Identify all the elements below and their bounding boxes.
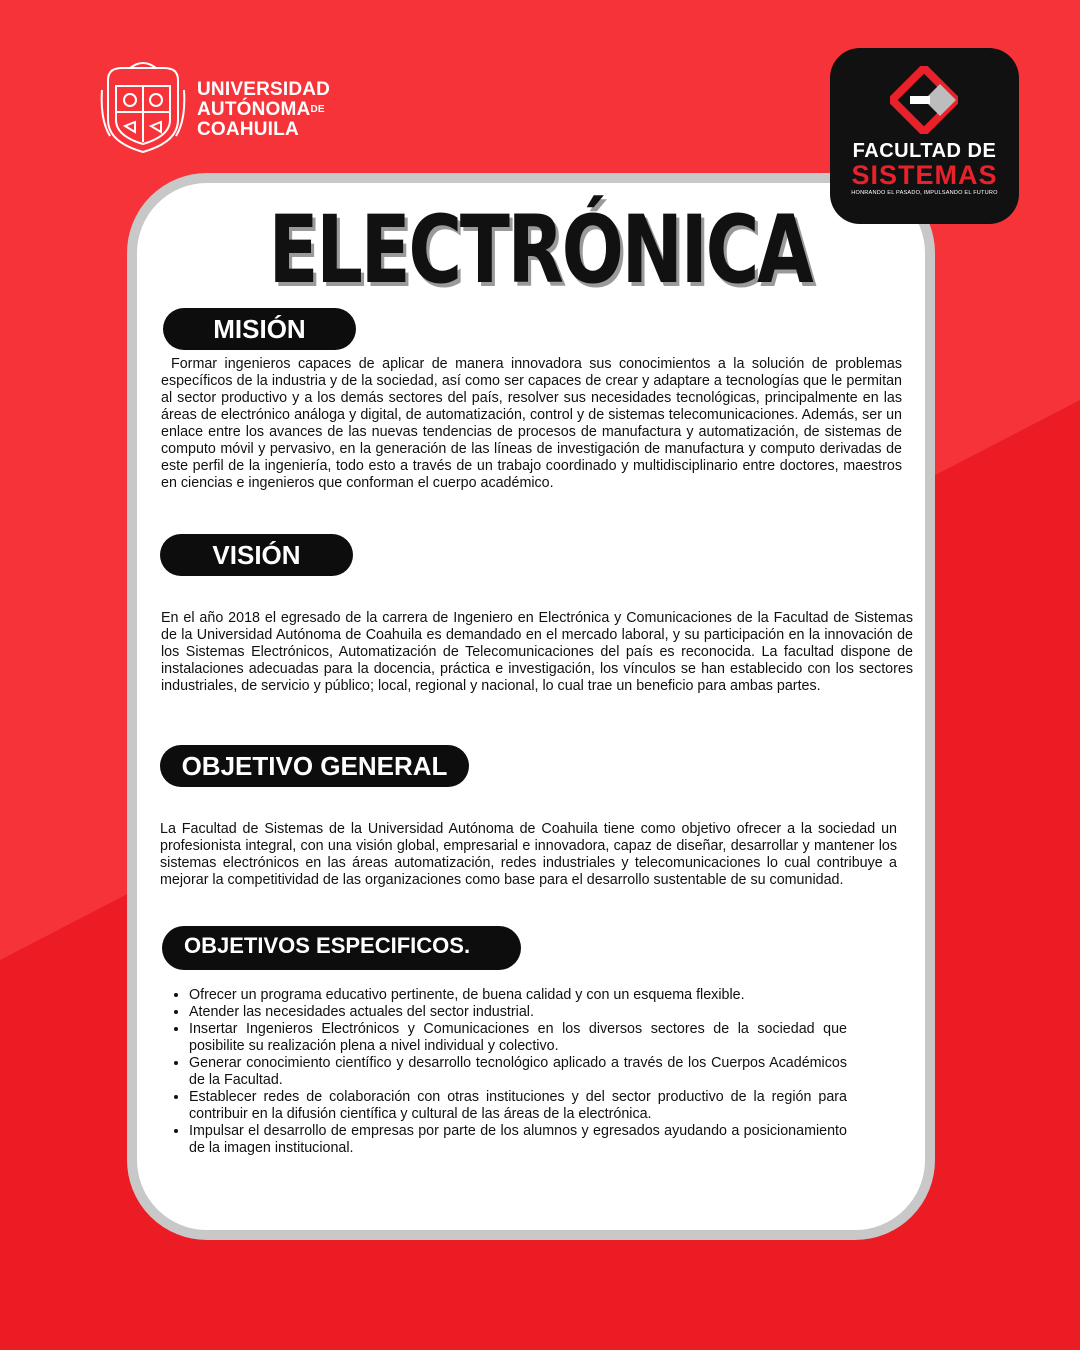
list-item: • Insertar Ingenieros Electrónicos y Comunicaciones en los diversos sectores de la sociedad que posibilite su realización plena a nivel individual y colectivo.: [189, 1021, 847, 1055]
list-item: • Generar conocimiento científico y desarrollo tecnológico aplicado a través de los Cuerpos Académicos de la Facultad.: [189, 1055, 847, 1089]
mision-text: Formar ingenieros capaces de aplicar de manera innovadora sus conocimientos a la solución de problemas específicos de la industria y de la sociedad, así como ser capaces de crear y adaptare a tecnologías que le permitan al sector productivo y a los demás sectores del país, resolver sus necesidades tecnológicas, principalmente en las áreas de electrónico análoga y digital, de automatización, control y de sistemas telecomunicaciones. Además, ser un enlace entre los avances de las nuevas tendencias de procesos de manufactura y automatización, de sistemas de computo móvil y pervasivo, en la generación de las líneas de investigación de manufactura y computo derivadas de este perfil de la ingeniería, todo esto a través de un trabajo coordinado y multidisciplinario entre doctores, maestros en ciencias e ingenieros que conforman el cuerpo académico.: [161, 356, 902, 491]
university-de: DE: [310, 104, 325, 115]
university-name: [197, 80, 330, 140]
university-logo: [100, 60, 350, 160]
list-item: • Atender las necesidades actuales del sector industrial.: [189, 1004, 847, 1021]
list-item: • Ofrecer un programa educativo pertinente, de buena calidad y con un esquema flexible.: [189, 987, 847, 1004]
objetivos-especificos-heading: OBJETIVOS ESPECIFICOS.: [162, 926, 521, 970]
faculty-tagline: HONRANDO EL PASADO, IMPULSANDO EL FUTURO: [851, 190, 998, 196]
faculty-badge: [830, 48, 1019, 224]
objetivo-general-heading: OBJETIVO GENERAL: [160, 745, 469, 787]
list-item: • Impulsar el desarrollo de empresas por parte de los alumnos y egresados ayudando a posicionamiento de la imagen institucional.: [189, 1123, 847, 1157]
faculty-line-1: FACULTAD DE: [852, 140, 997, 162]
mision-heading: MISIÓN: [163, 308, 356, 350]
university-seal-icon: [100, 60, 186, 156]
university-line-1: UNIVERSIDAD: [197, 79, 331, 100]
university-line-3: COAHUILA: [197, 119, 299, 141]
vision-text: En el año 2018 el egresado de la carrera de Ingeniero en Electrónica y Comunicaciones de la Facultad de Sistemas de la Universidad Autónoma de Coahuila es demandado en el mercado laboral, y su participación en la innovación de los Sistemas Electrónicos, Automatización de Telecomunicaciones del país es reconocida. La facultad dispone de instalaciones adecuadas para la docencia, práctica e investigación, los vínculos se han establecido con los sectores industriales, de servicio y público; local, regional y nacional, lo cual trae un beneficio para ambas partes.: [161, 610, 913, 694]
list-item: • Establecer redes de colaboración con otras instituciones y del sector productivo de la región para contribuir en la difusión científica y cultural de las áreas de la electrónica.: [189, 1089, 847, 1123]
page-title: ELECTRÓNICA: [268, 196, 812, 305]
faculty-line-2: SISTEMAS: [851, 160, 998, 190]
objetivos-especificos-list: [172, 987, 847, 1157]
objetivo-general-text: La Facultad de Sistemas de la Universidad Autónoma de Coahuila tiene como objetivo ofrecer a la sociedad un profesionista integral, con una visión global, empresarial e innovadora, capaz de diseñar, desarrollar y mantener los sistemas electrónicos en las áreas automatización, redes industriales y telecomunicaciones lo cual contribuye a mejorar la competitividad de las organizaciones como base para el desarrollo sustentable de su comunidad.: [160, 821, 897, 888]
university-line-2: AUTÓNOMA: [197, 99, 311, 121]
vision-heading: VISIÓN: [160, 534, 353, 576]
faculty-emblem-icon: [890, 66, 958, 134]
